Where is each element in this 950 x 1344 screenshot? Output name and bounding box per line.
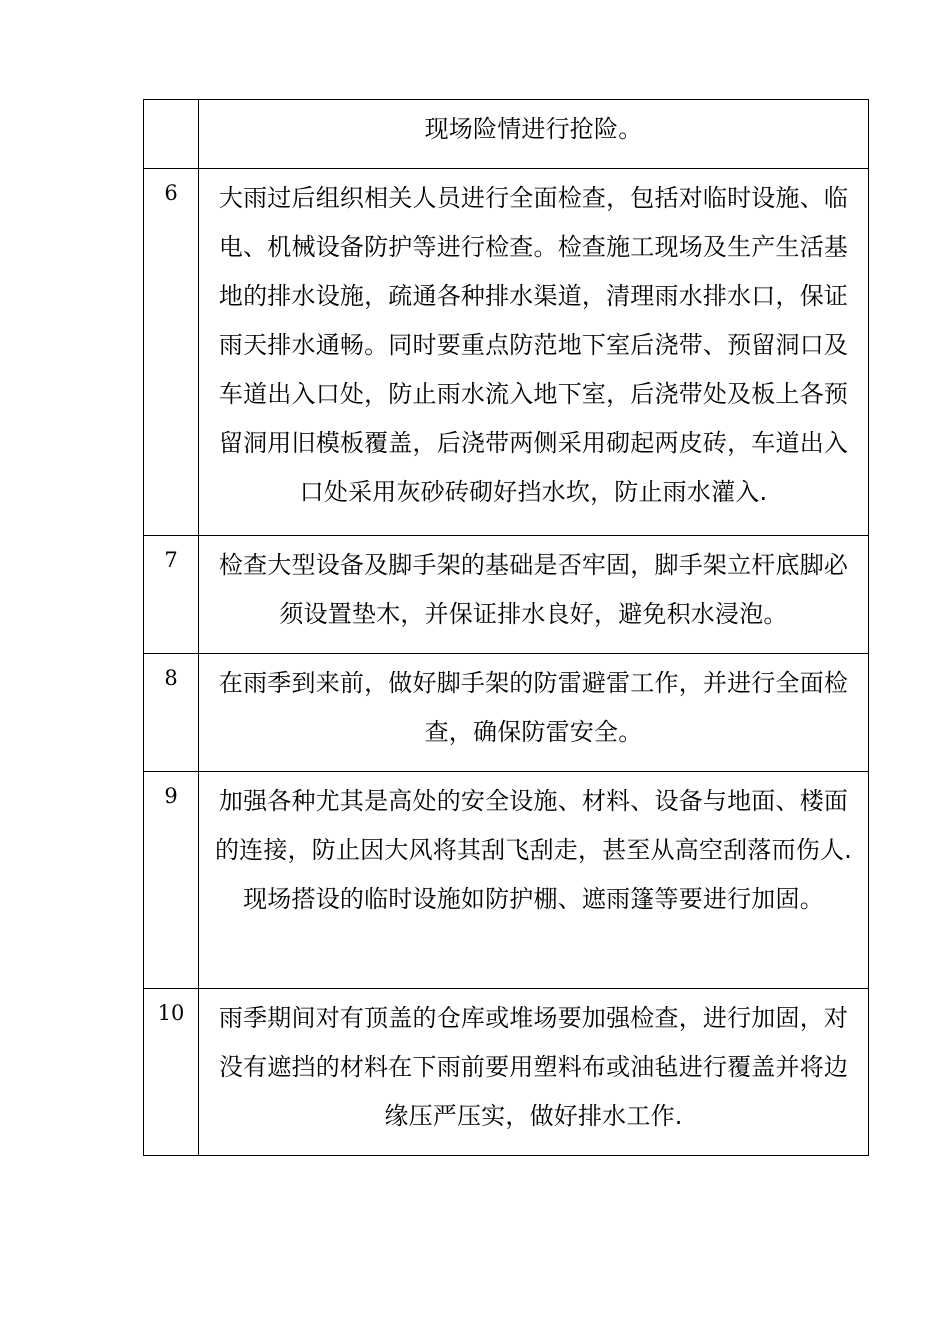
table-row [144, 100, 869, 169]
row-text: 大雨过后组织相关人员进行全面检查，包括对临时设施、临电、机械设备防护等进行检查。检查施工现场及生产生活基地的排水设施，疏通各种排水渠道，清理雨水排水口，保证雨天排水通畅。同时要重点防范地下室后浇带、预留洞口及车道出入口处，防止雨水流入地下室，后浇带处及板上各预留洞用旧模板覆盖，后浇带两侧采用砌起两皮砖，车道出入口处采用灰砂砖砌好挡水坎，防止雨水灌入. [199, 169, 869, 536]
table-row [144, 989, 869, 1156]
row-text: 加强各种尤其是高处的安全设施、材料、设备与地面、楼面的连接，防止因大风将其刮飞刮走，甚至从高空刮落而伤人. 现场搭设的临时设施如防护棚、遮雨篷等要进行加固。 [199, 772, 869, 989]
row-text: 检查大型设备及脚手架的基础是否牢固，脚手架立杆底脚必须设置垫木，并保证排水良好，避免积水浸泡。 [199, 536, 869, 654]
row-text: 在雨季到来前，做好脚手架的防雷避雷工作，并进行全面检查，确保防雷安全。 [199, 654, 869, 772]
row-number [144, 100, 199, 169]
row-number: 10 [144, 989, 199, 1156]
table-row [144, 772, 869, 989]
row-number: 6 [144, 169, 199, 536]
table-row [144, 536, 869, 654]
table-row [144, 169, 869, 536]
row-number: 7 [144, 536, 199, 654]
measures-table [143, 99, 869, 1156]
row-text: 现场险情进行抢险。 [199, 100, 869, 169]
row-number: 8 [144, 654, 199, 772]
row-number: 9 [144, 772, 199, 989]
table-row [144, 654, 869, 772]
row-text: 雨季期间对有顶盖的仓库或堆场要加强检查，进行加固，对没有遮挡的材料在下雨前要用塑料布或油毡进行覆盖并将边缘压严压实，做好排水工作. [199, 989, 869, 1156]
